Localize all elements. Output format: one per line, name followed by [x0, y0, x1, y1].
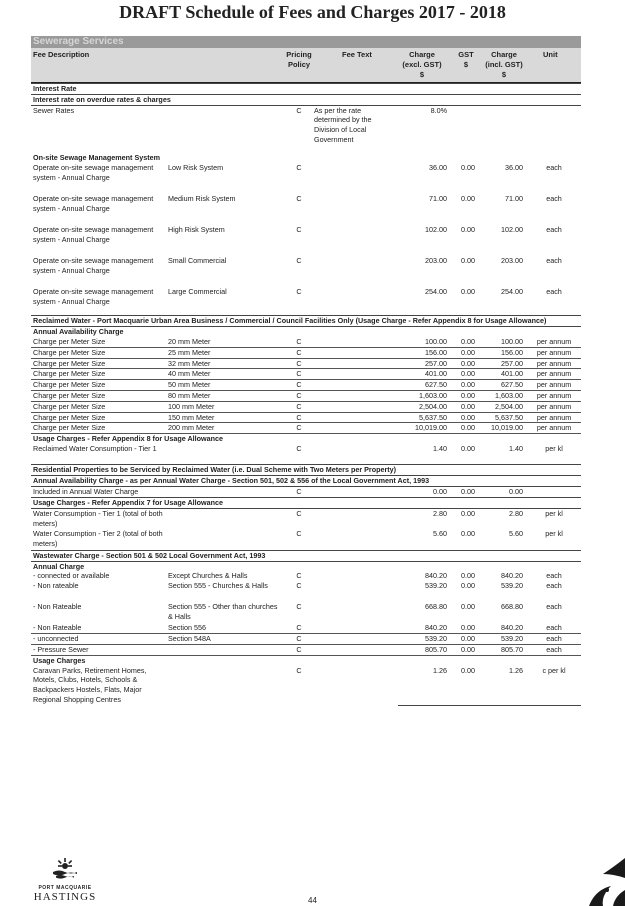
- fee-description-cell: - Non rateable: [33, 581, 79, 591]
- col-fee-description: Fee Description: [33, 50, 90, 59]
- unit-cell: each: [546, 193, 562, 203]
- charge-incl-gst-cell: 257.00: [479, 358, 527, 369]
- gst-cell: 0.00: [451, 337, 479, 347]
- fee-subtype-cell: Except Churches & Halls: [168, 571, 248, 581]
- heading-cell: Annual Availability Charge - as per Annual Water Charge - Section 501, 502 & 556 of the Local Government Act, 1993: [31, 476, 581, 487]
- charge-excl-gst-cell: 2,504.00: [394, 401, 451, 412]
- subheading-row: [31, 561, 581, 571]
- fee-text-cell: [312, 602, 394, 623]
- col-gst: GST $: [458, 50, 474, 69]
- pricing-policy-cell: C: [296, 581, 302, 591]
- table-row: [31, 401, 581, 412]
- group-heading-row: [31, 476, 581, 487]
- unit-cell: per annum: [527, 337, 581, 347]
- charge-excl-gst-cell: 71.00: [429, 193, 447, 203]
- gst-cell: 0.00: [451, 358, 479, 369]
- gst-cell: 0.00: [461, 162, 475, 172]
- charge-excl-gst-cell: 5,637.50: [394, 412, 451, 423]
- charge-excl-gst-cell: 100.00: [394, 337, 451, 347]
- fee-text-cell: [312, 645, 394, 656]
- fee-subtype-cell: 20 mm Meter: [166, 337, 286, 347]
- pricing-policy-cell: C: [286, 380, 312, 391]
- fee-text-cell: [312, 634, 394, 645]
- fee-subtype-cell: [166, 444, 286, 465]
- fee-text-cell: [312, 444, 394, 465]
- heading-cell: Usage Charges - Refer Appendix 7 for Usage Allowance: [31, 498, 581, 509]
- fees-table: [31, 83, 581, 710]
- pricing-policy-cell: C: [286, 390, 312, 401]
- fee-text-cell: [312, 412, 394, 423]
- group-heading-row: [31, 316, 581, 327]
- page-title: DRAFT Schedule of Fees and Charges 2017 - 2018: [119, 2, 506, 22]
- subheading-row: [31, 153, 581, 163]
- unit-cell: per kl: [545, 508, 563, 518]
- gst-cell: 0.00: [451, 347, 479, 358]
- table-row: [31, 487, 581, 498]
- charge-incl-gst-cell: 0.00: [509, 487, 523, 497]
- fee-subtype-cell: Section 548A: [166, 634, 286, 645]
- gst-cell: 0.00: [461, 286, 475, 296]
- charge-incl-gst-cell: 1,603.00: [479, 390, 527, 401]
- charge-excl-gst-cell: 2.80: [433, 508, 447, 518]
- sun-waves-icon: [50, 858, 80, 880]
- charge-incl-gst-cell: 100.00: [479, 337, 527, 347]
- heading-cell: Residential Properties to be Serviced by Reclaimed Water (i.e. Dual Scheme with Two Meters per Property): [31, 465, 581, 476]
- table-row: [31, 508, 581, 529]
- table-row: [31, 105, 581, 153]
- charge-excl-gst-cell: 102.00: [425, 224, 447, 234]
- table-row: [31, 337, 581, 347]
- fee-description-cell: - unconnected: [31, 634, 166, 645]
- charge-incl-gst-cell: 539.20: [479, 634, 527, 645]
- heading-cell: Interest rate on overdue rates & charges: [31, 94, 581, 105]
- pricing-policy-cell: C: [296, 193, 302, 203]
- pricing-policy-cell: C: [296, 487, 302, 497]
- unit-cell: per annum: [527, 423, 581, 434]
- fee-text-cell: [312, 194, 394, 225]
- fee-description-cell: Charge per Meter Size: [31, 380, 166, 391]
- charge-excl-gst-cell: 8.0%: [430, 105, 447, 115]
- gst-cell: 0.00: [461, 255, 475, 265]
- pricing-policy-cell: C: [296, 529, 302, 539]
- charge-incl-gst-cell: 71.00: [505, 193, 523, 203]
- charge-incl-gst-cell: [479, 105, 527, 153]
- table-row: [31, 571, 581, 581]
- unit-cell: each: [546, 581, 562, 591]
- section-header: Sewerage Services: [31, 36, 581, 48]
- fee-description-cell: - Non Rateable: [31, 623, 166, 633]
- gst-cell: 0.00: [451, 401, 479, 412]
- table-row: [31, 358, 581, 369]
- fee-subtype-cell: 50 mm Meter: [166, 380, 286, 391]
- fee-text-cell: [312, 337, 394, 347]
- charge-incl-gst-cell: 840.20: [501, 571, 523, 581]
- fee-text-cell: [312, 401, 394, 412]
- unit-cell: per annum: [527, 369, 581, 380]
- table-row: [31, 602, 581, 623]
- heading-cell: Usage Charges: [33, 655, 86, 665]
- charge-incl-gst-cell: 1.26: [509, 665, 523, 675]
- fee-text-cell: [312, 487, 394, 498]
- unit-cell: per annum: [527, 358, 581, 369]
- fee-text-cell: [312, 225, 394, 256]
- table-row: [31, 634, 581, 645]
- subheading-row: [31, 327, 581, 337]
- fee-description-cell: Charge per Meter Size: [31, 423, 166, 434]
- charge-incl-gst-cell: 805.70: [479, 645, 527, 656]
- fee-subtype-cell: 150 mm Meter: [166, 412, 286, 423]
- pricing-policy-cell: C: [286, 412, 312, 423]
- table-row: [31, 225, 581, 256]
- fee-description-cell: Charge per Meter Size: [31, 369, 166, 380]
- charge-incl-gst-cell: 254.00: [501, 286, 523, 296]
- pricing-policy-cell: C: [296, 255, 302, 265]
- charge-excl-gst-cell: 840.20: [425, 571, 447, 581]
- table-row: [31, 380, 581, 391]
- pricing-policy-cell: C: [296, 602, 302, 612]
- heading-cell: Reclaimed Water - Port Macquarie Urban Area Business / Commercial / Council Facilities Only (Usage Charge - Refer Appendix 8 for Usage Allowance): [31, 316, 581, 327]
- fee-text-cell: [312, 529, 394, 550]
- charge-excl-gst-cell: 254.00: [425, 286, 447, 296]
- fee-description-cell: - Non Rateable: [33, 602, 82, 612]
- charge-excl-gst-cell: 36.00: [429, 162, 447, 172]
- pricing-policy-cell: C: [296, 665, 302, 675]
- unit-cell: per annum: [527, 401, 581, 412]
- pricing-policy-cell: C: [286, 358, 312, 369]
- pricing-policy-cell: C: [296, 162, 302, 172]
- pricing-policy-cell: C: [296, 105, 302, 115]
- logo-text-line2: HASTINGS: [33, 891, 97, 903]
- table-row: [31, 287, 581, 316]
- unit-cell: per annum: [527, 347, 581, 358]
- gst-cell: 0.00: [451, 369, 479, 380]
- fees-sheet: [31, 36, 581, 710]
- fee-text-cell: [312, 581, 394, 602]
- pricing-policy-cell: C: [286, 369, 312, 380]
- charge-incl-gst-cell: 401.00: [479, 369, 527, 380]
- charge-excl-gst-cell: 156.00: [394, 347, 451, 358]
- fee-subtype-cell: [166, 105, 286, 153]
- fee-description-cell: Operate on-site sewage management system - Annual Charge: [33, 224, 154, 244]
- table-row: [31, 423, 581, 434]
- fee-subtype-cell: Large Commercial: [168, 286, 227, 296]
- unit-cell: each: [546, 255, 562, 265]
- table-row: [31, 529, 581, 550]
- column-header-row: [31, 48, 581, 83]
- fee-subtype-cell: 200 mm Meter: [166, 423, 286, 434]
- fee-subtype-cell: Medium Risk System: [168, 193, 236, 203]
- unit-cell: c per kl: [542, 665, 566, 675]
- charge-excl-gst-cell: 668.80: [425, 602, 447, 612]
- charge-excl-gst-cell: 805.70: [394, 645, 451, 656]
- col-fee-text: Fee Text: [342, 50, 372, 59]
- charge-incl-gst-cell: 2,504.00: [479, 401, 527, 412]
- subheading-row: [31, 655, 581, 665]
- fee-subtype-cell: 80 mm Meter: [166, 390, 286, 401]
- table-row: [31, 369, 581, 380]
- pricing-policy-cell: C: [296, 224, 302, 234]
- fee-description-cell: Reclaimed Water Consumption - Tier 1: [33, 443, 157, 453]
- charge-excl-gst-cell: 1.40: [433, 443, 447, 453]
- gst-cell: 0.00: [461, 487, 475, 497]
- fee-subtype-cell: 25 mm Meter: [166, 347, 286, 358]
- charge-incl-gst-cell: 2.80: [509, 508, 523, 518]
- fee-subtype-cell: Small Commercial: [168, 255, 227, 265]
- table-row: [31, 194, 581, 225]
- unit-cell: each: [527, 623, 581, 633]
- fee-description-cell: Operate on-site sewage management system - Annual Charge: [33, 193, 154, 213]
- fee-subtype-cell: Low Risk System: [168, 162, 224, 172]
- fee-description-cell: Included in Annual Water Charge: [33, 487, 139, 497]
- fee-text-cell: [312, 571, 394, 581]
- table-end-rule: [398, 705, 581, 706]
- charge-incl-gst-cell: 539.20: [501, 581, 523, 591]
- pricing-policy-cell: C: [286, 634, 312, 645]
- pricing-policy-cell: C: [286, 623, 312, 633]
- gst-cell: 0.00: [461, 224, 475, 234]
- fee-text-cell: [312, 666, 394, 710]
- fee-description-cell: Sewer Rates: [33, 105, 75, 115]
- fee-text-cell: [312, 358, 394, 369]
- gst-cell: 0.00: [451, 390, 479, 401]
- col-charge-excl-gst: Charge (excl. GST) $: [402, 50, 442, 79]
- heading-cell: Usage Charges - Refer Appendix 8 for Usage Allowance: [33, 434, 223, 444]
- fee-text-cell: [312, 508, 394, 529]
- unit-cell: each: [546, 162, 562, 172]
- heading-cell: Annual Availability Charge: [33, 327, 124, 337]
- fee-description-cell: Operate on-site sewage management system - Annual Charge: [33, 286, 154, 306]
- pricing-policy-cell: C: [286, 645, 312, 656]
- gst-cell: [451, 105, 479, 153]
- page-number: 44: [308, 896, 317, 905]
- fee-text-cell: [312, 423, 394, 434]
- gst-cell: 0.00: [461, 571, 475, 581]
- corner-decoration-icon: [555, 856, 625, 906]
- fee-description-cell: Water Consumption - Tier 1 (total of both meters): [33, 508, 163, 528]
- charge-incl-gst-cell: 5,637.50: [479, 412, 527, 423]
- fee-description-cell: Water Consumption - Tier 2 (total of both meters): [33, 529, 163, 549]
- table-row: [31, 390, 581, 401]
- fee-subtype-cell: Section 556: [166, 623, 286, 633]
- charge-incl-gst-cell: 102.00: [501, 224, 523, 234]
- gst-cell: 0.00: [451, 412, 479, 423]
- pricing-policy-cell: C: [286, 347, 312, 358]
- table-row: [31, 645, 581, 656]
- pricing-policy-cell: C: [286, 401, 312, 412]
- fee-text-cell: [312, 623, 394, 633]
- fee-subtype-cell: 40 mm Meter: [166, 369, 286, 380]
- charge-incl-gst-cell: 203.00: [501, 255, 523, 265]
- fee-subtype-cell: 100 mm Meter: [166, 401, 286, 412]
- fee-description-cell: - Pressure Sewer: [31, 645, 166, 656]
- charge-incl-gst-cell: 668.80: [501, 602, 523, 612]
- charge-incl-gst-cell: 840.20: [479, 623, 527, 633]
- col-unit: Unit: [543, 50, 558, 59]
- charge-incl-gst-cell: 36.00: [505, 162, 523, 172]
- pricing-policy-cell: C: [296, 571, 302, 581]
- fee-text-cell: [312, 256, 394, 287]
- table-row: [31, 666, 581, 710]
- fee-description-cell: Charge per Meter Size: [31, 412, 166, 423]
- group-heading-row: [31, 465, 581, 476]
- charge-excl-gst-cell: 257.00: [394, 358, 451, 369]
- unit-cell: each: [546, 571, 562, 581]
- unit-cell: per kl: [545, 529, 563, 539]
- fee-subtype-cell: [166, 666, 286, 710]
- unit-cell: per annum: [527, 380, 581, 391]
- charge-excl-gst-cell: 10,019.00: [394, 423, 451, 434]
- gst-cell: 0.00: [451, 634, 479, 645]
- fee-text-cell: [312, 163, 394, 194]
- table-row: [31, 623, 581, 633]
- fee-subtype-cell: High Risk System: [168, 224, 225, 234]
- heading-cell: On-site Sewage Management System: [33, 153, 161, 163]
- unit-cell: per annum: [527, 390, 581, 401]
- unit-cell: [527, 105, 581, 153]
- unit-cell: each: [527, 634, 581, 645]
- gst-cell: 0.00: [451, 645, 479, 656]
- charge-excl-gst-cell: 203.00: [425, 255, 447, 265]
- unit-cell: each: [546, 286, 562, 296]
- fee-text-cell: As per the rate determined by the Division of Local Government: [314, 105, 372, 144]
- gst-cell: 0.00: [461, 529, 475, 539]
- fee-text-cell: [312, 287, 394, 316]
- fee-description-cell: Charge per Meter Size: [31, 347, 166, 358]
- fee-subtype-cell: Section 555 - Other than churches & Halls: [168, 602, 278, 622]
- fee-text-cell: [312, 390, 394, 401]
- charge-excl-gst-cell: 627.50: [394, 380, 451, 391]
- table-row: [31, 347, 581, 358]
- fee-subtype-cell: [166, 645, 286, 656]
- unit-cell: each: [546, 224, 562, 234]
- pricing-policy-cell: C: [296, 508, 302, 518]
- gst-cell: 0.00: [461, 581, 475, 591]
- group-heading-row: [31, 94, 581, 105]
- pricing-policy-cell: C: [286, 337, 312, 347]
- fee-description-cell: Charge per Meter Size: [31, 358, 166, 369]
- charge-incl-gst-cell: 627.50: [479, 380, 527, 391]
- table-row: [31, 444, 581, 465]
- fee-text-cell: [312, 369, 394, 380]
- pricing-policy-cell: C: [286, 423, 312, 434]
- table-row: [31, 581, 581, 602]
- group-heading-row: [31, 498, 581, 509]
- charge-incl-gst-cell: 156.00: [479, 347, 527, 358]
- fee-text-cell: [312, 347, 394, 358]
- fee-subtype-cell: [166, 487, 286, 498]
- gst-cell: 0.00: [451, 623, 479, 633]
- gst-cell: 0.00: [451, 380, 479, 391]
- charge-excl-gst-cell: 1,603.00: [394, 390, 451, 401]
- gst-cell: 0.00: [461, 443, 475, 453]
- gst-cell: 0.00: [461, 193, 475, 203]
- fee-subtype-cell: 32 mm Meter: [166, 358, 286, 369]
- fee-description-cell: Operate on-site sewage management system - Annual Charge: [33, 162, 154, 182]
- charge-incl-gst-cell: 5.60: [509, 529, 523, 539]
- unit-cell: [527, 487, 581, 498]
- heading-cell: Interest Rate: [31, 84, 581, 95]
- group-heading-row: [31, 84, 581, 95]
- heading-cell: Wastewater Charge - Section 501 & 502 Local Government Act, 1993: [31, 550, 581, 561]
- subheading-row: [31, 434, 581, 444]
- charge-excl-gst-cell: 401.00: [394, 369, 451, 380]
- group-heading-row: [31, 550, 581, 561]
- fee-description-cell: Charge per Meter Size: [31, 337, 166, 347]
- fee-description-cell: Operate on-site sewage management system - Annual Charge: [33, 255, 154, 275]
- col-pricing-policy: Pricing Policy: [286, 50, 312, 69]
- pricing-policy-cell: C: [296, 443, 302, 453]
- fee-subtype-cell: [166, 508, 286, 529]
- gst-cell: 0.00: [461, 508, 475, 518]
- charge-excl-gst-cell: 5.60: [433, 529, 447, 539]
- charge-excl-gst-cell: 539.20: [425, 581, 447, 591]
- charge-incl-gst-cell: 10,019.00: [479, 423, 527, 434]
- charge-excl-gst-cell: 1.26: [433, 665, 447, 675]
- charge-excl-gst-cell: 840.20: [394, 623, 451, 633]
- col-charge-incl-gst: Charge (incl. GST) $: [485, 50, 523, 79]
- charge-incl-gst-cell: 1.40: [509, 443, 523, 453]
- fee-text-cell: [312, 380, 394, 391]
- fee-subtype-cell: Section 555 - Churches & Halls: [168, 581, 268, 591]
- unit-cell: per kl: [545, 443, 563, 453]
- charge-excl-gst-cell: 0.00: [433, 487, 447, 497]
- heading-cell: Annual Charge: [33, 561, 85, 571]
- table-row: [31, 412, 581, 423]
- fee-subtype-cell: [166, 529, 286, 550]
- table-row: [31, 163, 581, 194]
- pricing-policy-cell: C: [296, 286, 302, 296]
- gst-cell: 0.00: [461, 665, 475, 675]
- gst-cell: 0.00: [451, 423, 479, 434]
- fee-description-cell: Charge per Meter Size: [31, 390, 166, 401]
- gst-cell: 0.00: [461, 602, 475, 612]
- fee-description-cell: - connected or available: [33, 571, 110, 581]
- fee-description-cell: Charge per Meter Size: [31, 401, 166, 412]
- charge-excl-gst-cell: 539.20: [394, 634, 451, 645]
- unit-cell: per annum: [527, 412, 581, 423]
- unit-cell: each: [527, 645, 581, 656]
- logo-text-line1: PORT MACQUARIE: [38, 885, 92, 891]
- fee-description-cell: Caravan Parks, Retirement Homes, Motels, Clubs, Hotels, Schools & Backpackers Hostels, Flats, Major Regional Shopping Centres: [33, 665, 147, 705]
- unit-cell: each: [546, 602, 562, 612]
- table-row: [31, 256, 581, 287]
